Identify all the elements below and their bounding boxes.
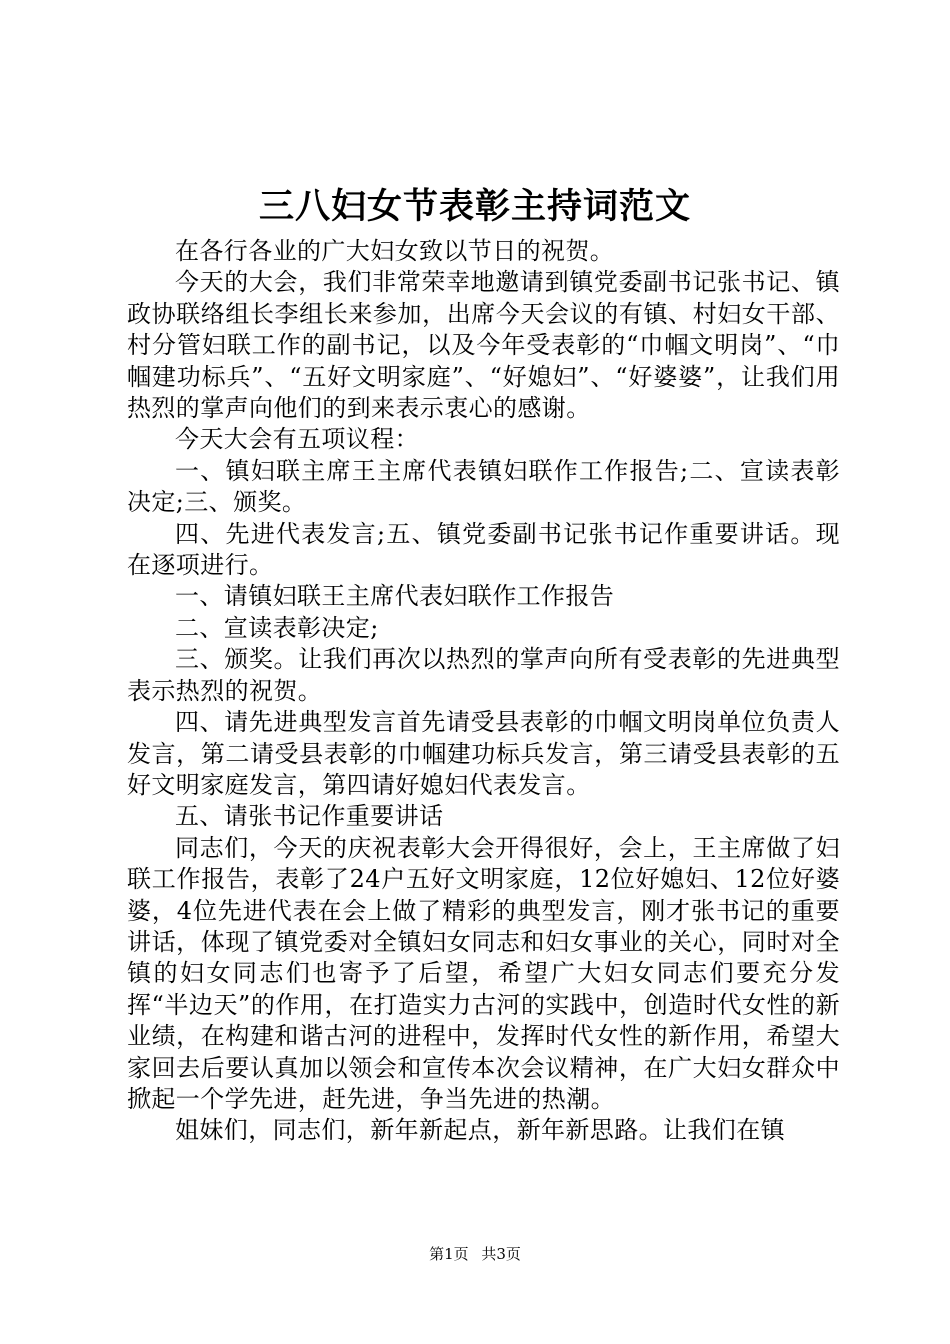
paragraph: 一、请镇妇联王主席代表妇联作工作报告 bbox=[175, 582, 615, 611]
paragraph: 同志们，今天的庆祝表彰大会开得很好，会上，王主席做了妇联工作报告，表彰了24户五好文明家庭，12位好媳妇、12位好婆婆，4位先进代表在会上做了精彩的典型发言，刚才张书记的重要讲话，体现了镇党委对全镇妇女同志和妇女事业的关心，同时对全镇的妇女同志们也寄予了后望，希望广大妇女同志们要充分发挥“半边天”的作用，在打造实力古河的实践中，创造时代女性的新业绩，在构建和谐古河的进程中，发挥时代女性的新作用，希望大家回去后要认真加以领会和宣传本次会议精神，在广大妇女群众中掀起一个学先进，赶先进，争当先进的热潮。 bbox=[127, 833, 840, 1113]
paragraph: 今天的大会，我们非常荣幸地邀请到镇党委副书记张书记、镇政协联络组长李组长来参加，出席今天会议的有镇、村妇女干部、村分管妇联工作的副书记，以及今年受表彰的“巾帼文明岗”、“巾帼建功标兵”、“五好文明家庭”、“好媳妇”、“好婆婆”，让我们用热烈的掌声向他们的到来表示衷心的感谢。 bbox=[127, 268, 840, 423]
paragraph: 二、宣读表彰决定; bbox=[175, 613, 379, 642]
paragraph: 五、请张书记作重要讲话 bbox=[175, 802, 444, 831]
paragraph: 三、颁奖。让我们再次以热烈的掌声向所有受表彰的先进典型表示热烈的祝贺。 bbox=[127, 645, 840, 705]
document-body bbox=[127, 236, 840, 1147]
page-number: 第1页 bbox=[429, 1245, 469, 1263]
paragraph: 姐妹们，同志们，新年新起点，新年新思路。让我们在镇 bbox=[175, 1116, 785, 1145]
document-title: 三八妇女节表彰主持词范文 bbox=[258, 186, 691, 227]
paragraph: 今天大会有五项议程： bbox=[175, 425, 419, 454]
paragraph: 四、请先进典型发言首先请受县表彰的巾帼文明岗单位负责人发言，第二请受县表彰的巾帼建功标兵发言，第三请受县表彰的五好文明家庭发言，第四请好媳妇代表发言。 bbox=[127, 708, 840, 799]
page-footer bbox=[0, 1244, 950, 1264]
paragraph: 一、镇妇联主席王主席代表镇妇联作工作报告;二、宣读表彰决定;三、颁奖。 bbox=[127, 456, 840, 517]
page-total: 共3页 bbox=[481, 1245, 521, 1263]
paragraph: 四、先进代表发言;五、镇党委副书记张书记作重要讲话。现在逐项进行。 bbox=[127, 519, 840, 580]
paragraph: 在各行各业的广大妇女致以节日的祝贺。 bbox=[175, 237, 615, 265]
